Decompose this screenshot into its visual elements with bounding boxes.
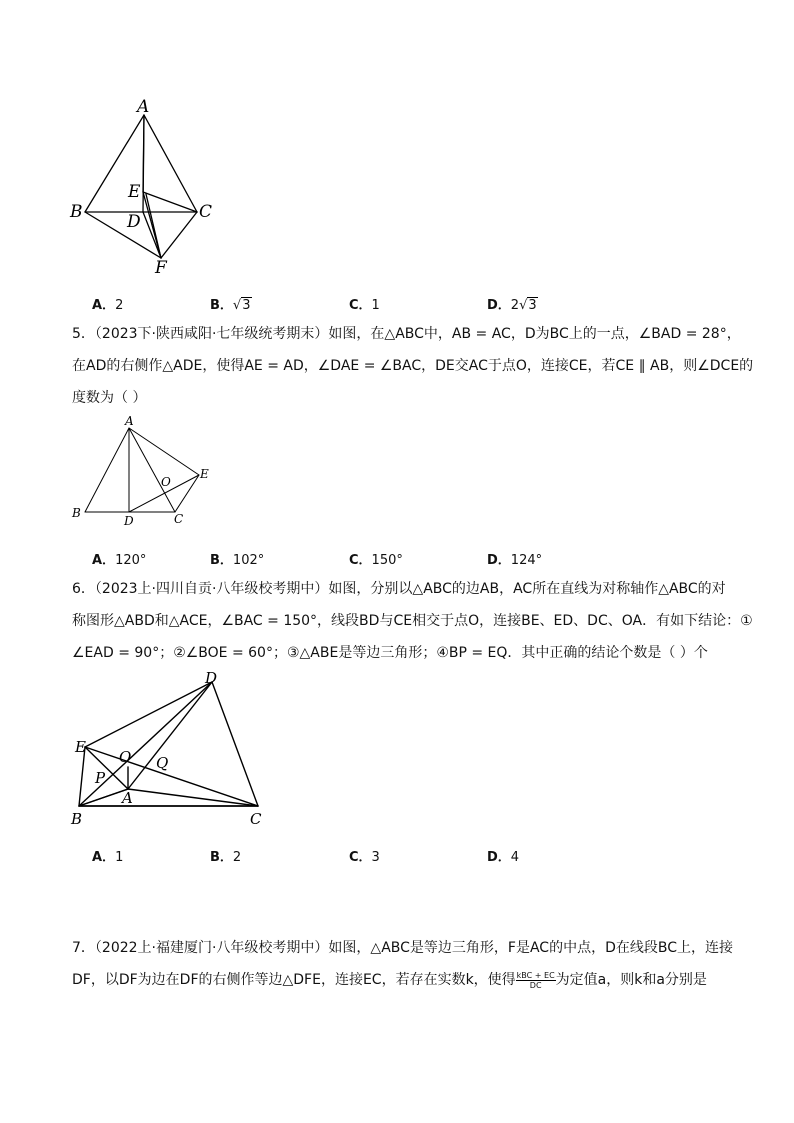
q4-option-b[interactable] — [210, 294, 252, 313]
seg-bf — [85, 212, 161, 258]
q7-line-2 — [72, 970, 732, 1002]
sqrt-symbol: √3 — [519, 298, 537, 313]
q5-options — [92, 549, 732, 569]
option-value: 150° — [371, 553, 403, 568]
q5-line-1: 5．（2023下·陕西咸阳·七年级统考期末）如图，在△ABC中，AB = AC，D为BC上的一点，∠BAD = 28°， — [72, 326, 741, 342]
q6-label-e: E — [75, 738, 86, 756]
option-label: C． — [349, 553, 372, 568]
option-value: 124° — [510, 553, 543, 568]
q4-figure — [66, 95, 226, 280]
question-5 — [72, 324, 754, 420]
q6-figure — [66, 668, 276, 833]
q5-label-e: E — [200, 467, 209, 481]
q6-label-o: O — [119, 748, 132, 766]
option-label: A． — [92, 298, 116, 313]
question-6 — [72, 579, 753, 675]
q5-figure — [66, 415, 226, 535]
seg-ec — [143, 192, 197, 212]
q6-option-d[interactable] — [487, 846, 519, 865]
q4-label-b: B — [70, 202, 83, 222]
q4-label-f: F — [155, 258, 167, 278]
option-label: D． — [487, 850, 511, 865]
seg-bd — [79, 682, 212, 806]
option-value: 120° — [115, 553, 147, 568]
q6-option-b[interactable] — [210, 846, 241, 865]
q5-option-c[interactable] — [349, 549, 403, 568]
q6-label-q: Q — [156, 754, 169, 772]
q6-options — [92, 846, 732, 866]
q6-line-1: 6．（2023上·四川自贡·八年级校考期中）如图，分别以△ABC的边AB，AC所在直线为对称轴作△ABC的对 — [72, 581, 726, 597]
q4-label-d: D — [127, 212, 141, 232]
question-7 — [72, 938, 732, 1002]
option-label: C． — [349, 298, 372, 313]
q6-option-a[interactable] — [92, 846, 123, 865]
fraction-numerator: kBC + EC — [516, 970, 555, 980]
q4-options — [92, 294, 732, 314]
q5-label-a: A — [125, 414, 134, 428]
q6-label-b: B — [71, 810, 83, 828]
seg-ac — [144, 115, 197, 212]
q4-option-a[interactable] — [92, 294, 123, 313]
sqrt-symbol: √3 — [232, 298, 251, 313]
q4-label-c: C — [199, 202, 213, 222]
q6-label-c: C — [250, 810, 262, 828]
option-value: 2 — [115, 298, 124, 313]
q5-option-a[interactable] — [92, 549, 146, 568]
q6-option-c[interactable] — [349, 846, 380, 865]
option-value: 1 — [371, 298, 380, 313]
q6-label-a: A — [122, 789, 133, 807]
option-label: D． — [487, 298, 511, 313]
seg-be — [79, 789, 128, 806]
q7-line-1: 7．（2022上·福建厦门·八年级校考期中）如图，△ABC是等边三角形，F是AC的中点，D在线段BC上，连接 — [72, 940, 733, 956]
option-value: 3 — [371, 850, 380, 865]
option-label: A． — [92, 553, 116, 568]
q7-fraction — [516, 971, 556, 990]
option-value: 4 — [510, 850, 520, 865]
q5-label-d: D — [124, 514, 134, 528]
option-value: 3 — [242, 298, 251, 313]
q5-line-3: 度数为（ ） — [72, 390, 147, 406]
q6-line-3: ∠EAD = 90°；②∠BOE = 60°；③△ABE是等边三角形；④BP = EQ．其中正确的结论个数是（ ）个 — [72, 645, 708, 661]
seg-cf — [161, 212, 197, 258]
option-value: 1 — [115, 850, 124, 865]
seg-ce — [175, 475, 199, 512]
q5-label-c: C — [174, 512, 184, 526]
q6-line-2: 称图形△ABD和△ACE，∠BAC = 150°，线段BD与CE相交于点O，连接BE、ED、DC、OA．有如下结论：① — [72, 613, 753, 629]
q4-option-d[interactable] — [487, 294, 538, 313]
q4-label-a: A — [137, 97, 150, 117]
seg-ad — [128, 682, 212, 789]
fraction-denominator: DC — [529, 980, 542, 990]
option-label: C． — [349, 850, 372, 865]
option-value: 3 — [528, 298, 537, 313]
q6-label-d: D — [205, 669, 218, 687]
option-label: B． — [210, 553, 233, 568]
option-coef: 2 — [510, 298, 520, 313]
q4-label-e: E — [128, 182, 141, 202]
outline-bedc — [79, 682, 258, 806]
option-label: D． — [487, 553, 511, 568]
option-label: B． — [210, 850, 233, 865]
seg-ae — [129, 428, 199, 475]
q5-option-d[interactable] — [487, 549, 542, 568]
option-label: B． — [210, 298, 233, 313]
q7-line-2-end: 为定值a，则k和a分别是 — [555, 972, 707, 988]
q5-label-o: O — [161, 475, 171, 489]
seg-ab — [85, 428, 129, 512]
option-value: 102° — [232, 553, 265, 568]
q5-label-b: B — [72, 506, 81, 520]
option-value: 2 — [232, 850, 242, 865]
q4-option-c[interactable] — [349, 294, 380, 313]
option-label: A． — [92, 850, 116, 865]
q6-label-p: P — [95, 769, 106, 787]
q7-line-2-start: DF，以DF为边在DF的右侧作等边△DFE，连接EC，若存在实数k，使得 — [72, 972, 516, 988]
q5-option-b[interactable] — [210, 549, 264, 568]
seg-ac — [128, 789, 258, 806]
q5-line-2: 在AD的右侧作△ADE，使得AE = AD，∠DAE = ∠BAC，DE交AC于点O，连接CE，若CE ∥ AB，则∠DCE的 — [72, 358, 754, 374]
